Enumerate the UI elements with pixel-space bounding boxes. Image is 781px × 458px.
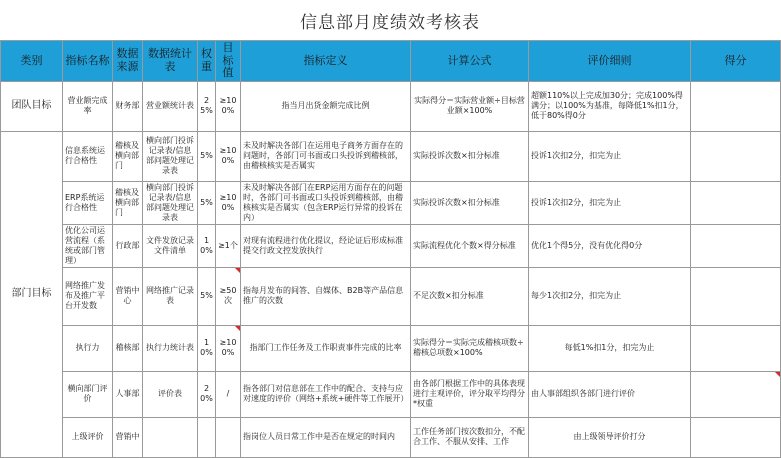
indicator-cell: ERP系统运行合格性 — [63, 181, 113, 224]
weight-cell: 25% — [198, 81, 216, 131]
rules-cell: 优化1个得5分，没有优化得0分 — [529, 224, 691, 267]
score-cell[interactable] — [691, 181, 781, 224]
target-cell — [216, 417, 241, 457]
definition-cell: 指各部门对信息部在工作中的配合、支持与应对速度的评价（网络+系统+硬件等工作展开） — [241, 371, 411, 417]
table-row — [1, 81, 781, 131]
score-cell[interactable] — [691, 371, 781, 417]
formula-cell: 由各部门根据工作中的具体表现进行主观评价，评分取平均得分*权重 — [411, 371, 529, 417]
weight-cell: 5% — [198, 181, 216, 224]
definition-cell: 未及时解决各部门在ERP运用方面存在的问题时，各部门可书面或口头投诉到稽核部，由稽核核实是否属实（包含ERP运行异常的投诉在内） — [241, 181, 411, 224]
source-cell: 营销中 — [113, 417, 143, 457]
source-cell: 营销中心 — [113, 267, 143, 325]
table-row — [1, 267, 781, 325]
stats-table-cell — [143, 417, 198, 457]
indicator-cell: 信息系统运行合格性 — [63, 131, 113, 181]
rules-cell: 每少1次扣2分，扣完为止 — [529, 267, 691, 325]
target-cell: / — [216, 371, 241, 417]
score-cell[interactable] — [691, 325, 781, 371]
page-title: 信息部月度绩效考核表 — [0, 0, 780, 41]
score-cell[interactable] — [691, 267, 781, 325]
source-cell: 稽核及横向部门 — [113, 181, 143, 224]
definition-cell: 对现有流程进行优化提议，经论证后形成标准提交行政文控发放执行 — [241, 224, 411, 267]
target-cell: ≥50次 — [216, 267, 241, 325]
rules-cell: 投诉1次扣2分，扣完为止 — [529, 181, 691, 224]
source-cell: 行政部 — [113, 224, 143, 267]
formula-cell: 实际得分＝实际完成稽核项数÷稽核总项数×100% — [411, 325, 529, 371]
table-row — [1, 224, 781, 267]
table-row — [1, 417, 781, 457]
table-row — [1, 181, 781, 224]
definition-cell: 指岗位人员日常工作中是否在规定的时间内 — [241, 417, 411, 457]
indicator-cell: 横向部门评价 — [63, 371, 113, 417]
weight-cell: 20% — [198, 371, 216, 417]
rules-cell: 由人事部组织各部门进行评价 — [529, 371, 691, 417]
definition-cell: 指部门工作任务及工作职责事件完成的比率 — [241, 325, 411, 371]
source-cell: 财务部 — [113, 81, 143, 131]
weight-cell: 10% — [198, 224, 216, 267]
header-row — [1, 41, 781, 82]
source-cell: 人事部 — [113, 371, 143, 417]
header-definition: 指标定义 — [241, 41, 411, 82]
stats-table-cell: 网络推广记录表 — [143, 267, 198, 325]
stats-table-cell: 横向部门投诉记录表/信息部问题处理记录表 — [143, 181, 198, 224]
header-target: 目标值 — [216, 41, 241, 82]
weight-cell: 5% — [198, 131, 216, 181]
header-stats-table: 数据统计表 — [143, 41, 198, 82]
target-cell: ≥100% — [216, 81, 241, 131]
category-cell-team: 团队目标 — [1, 81, 63, 131]
target-cell: ≥100% — [216, 181, 241, 224]
indicator-cell: 网络推广发布及推广平台开发数 — [63, 267, 113, 325]
score-cell[interactable] — [691, 417, 781, 457]
rules-cell: 每低1%扣1分，扣完为止 — [529, 325, 691, 371]
formula-cell: 不足次数×扣分标准 — [411, 267, 529, 325]
weight-cell: 5% — [198, 267, 216, 325]
rules-cell: 投诉1次扣2分，扣完为止 — [529, 131, 691, 181]
stats-table-cell: 执行力统计表 — [143, 325, 198, 371]
table-row — [1, 131, 781, 181]
header-formula: 计算公式 — [411, 41, 529, 82]
header-source: 数据来源 — [113, 41, 143, 82]
table-row — [1, 325, 781, 371]
stats-table-cell: 评价表 — [143, 371, 198, 417]
formula-cell: 实际投诉次数×扣分标准 — [411, 181, 529, 224]
definition-cell: 未及时解决各部门在运用电子商务方面存在的问题时，各部门可书面或口头投诉到稽核部，由稽核核实是否属实 — [241, 131, 411, 181]
header-category: 类别 — [1, 41, 63, 82]
source-cell: 稽核及横向部门 — [113, 131, 143, 181]
formula-cell: 实际投诉次数×扣分标准 — [411, 131, 529, 181]
indicator-cell: 营业额完成率 — [63, 81, 113, 131]
header-weight: 权重 — [198, 41, 216, 82]
formula-cell: 实际流程优化个数×得分标准 — [411, 224, 529, 267]
header-indicator: 指标名称 — [63, 41, 113, 82]
weight-cell: 10% — [198, 325, 216, 371]
score-cell[interactable] — [691, 131, 781, 181]
score-cell[interactable] — [691, 224, 781, 267]
stats-table-cell: 文件发放记录 文件清单 — [143, 224, 198, 267]
formula-cell: 工作任务部门按次数扣分，不配合工作、不服从安排、工作 — [411, 417, 529, 457]
target-cell: ≥1个 — [216, 224, 241, 267]
table-row — [1, 371, 781, 417]
indicator-cell: 优化公司运营流程（系统或部门管理） — [63, 224, 113, 267]
category-cell-dept: 部门目标 — [1, 131, 63, 457]
target-cell: ≥100% — [216, 325, 241, 371]
indicator-cell: 上级评价 — [63, 417, 113, 457]
header-rules: 评价细则 — [529, 41, 691, 82]
rules-cell: 由上级领导评价打分 — [529, 417, 691, 457]
header-score: 得分 — [691, 41, 781, 82]
target-cell: ≥100% — [216, 131, 241, 181]
appraisal-table — [0, 40, 781, 458]
rules-cell: 超额110%以上完成加30分；完成100%得满分；以100%为基准，每降低1%扣1分，低于80%得0分 — [529, 81, 691, 131]
stats-table-cell: 横向部门投诉记录表/信息部问题处理记录表 — [143, 131, 198, 181]
definition-cell: 指当月出货金额完成比例 — [241, 81, 411, 131]
score-cell[interactable] — [691, 81, 781, 131]
formula-cell: 实际得分＝实际营业额÷目标营业额×100% — [411, 81, 529, 131]
stats-table-cell: 营业额统计表 — [143, 81, 198, 131]
indicator-cell: 执行力 — [63, 325, 113, 371]
definition-cell: 指每月发布的间答、自媒体、B2B等产品信息推广的次数 — [241, 267, 411, 325]
source-cell: 稽核部 — [113, 325, 143, 371]
weight-cell — [198, 417, 216, 457]
